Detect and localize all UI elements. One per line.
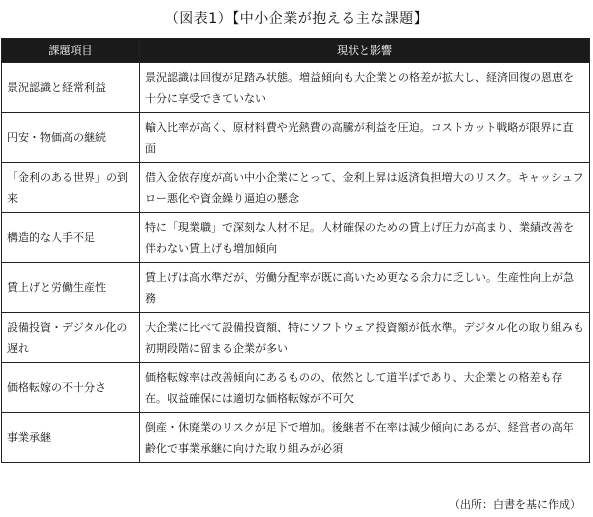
- figure-title: （図表1）【中小企業が抱える主な課題】: [164, 11, 429, 27]
- row-detail: 大企業に比べて設備投資額、特にソフトウェア投資額が低水準。デジタル化の取り組みも初期段階に留まる企業が多い: [140, 313, 590, 363]
- table-row: [2, 63, 590, 113]
- row-category: 設備投資・デジタル化の遅れ: [2, 313, 140, 363]
- row-category: 賃上げと労働生産性: [2, 263, 140, 313]
- row-detail: 景況認識は回復が足踏み状態。増益傾向も大企業との格差が拡大し、経済回復の恩恵を十分に享受できていない: [140, 63, 590, 113]
- row-detail: 輸入比率が高く、原材料費や光熱費の高騰が利益を圧迫。コストカット戦略が限界に直面: [140, 113, 590, 163]
- table-row: [2, 313, 590, 363]
- row-detail: 特に「現業職」で深刻な人材不足。人材確保のための賃上げ圧力が高まり、業績改善を伴わない賃上げも増加傾向: [140, 213, 590, 263]
- row-detail: 賃上げは高水準だが、労働分配率が既に高いため更なる余力に乏しい。生産性向上が急務: [140, 263, 590, 313]
- header-category: 課題項目: [2, 39, 140, 63]
- row-category: 円安・物価高の継続: [2, 113, 140, 163]
- row-detail: 倒産・休廃業のリスクが足下で増加。後継者不在率は減少傾向にあるが、経営者の高年齢化で事業承継に向けた取り組みが必須: [140, 413, 590, 463]
- table-row: [2, 263, 590, 313]
- source-note: （出所：白書を基に作成）: [449, 498, 581, 511]
- table-row: [2, 363, 590, 413]
- row-category: 景況認識と経常利益: [2, 63, 140, 113]
- row-detail: 価格転嫁率は改善傾向にあるものの、依然として道半ばであり、大企業との格差も存在。収益確保には適切な価格転嫁が不可欠: [140, 363, 590, 413]
- issues-table: [1, 38, 590, 463]
- row-category: 事業承継: [2, 413, 140, 463]
- table-row: [2, 113, 590, 163]
- table-row: [2, 413, 590, 463]
- row-category: 価格転嫁の不十分さ: [2, 363, 140, 413]
- header-detail: 現状と影響: [140, 39, 590, 63]
- table-row: [2, 213, 590, 263]
- row-category: 構造的な人手不足: [2, 213, 140, 263]
- row-detail: 借入金依存度が高い中小企業にとって、金利上昇は返済負担増大のリスク。キャッシュフロー悪化や資金繰り逼迫の懸念: [140, 163, 590, 213]
- table-header-row: [2, 39, 590, 63]
- row-category: 「金利のある世界」の到来: [2, 163, 140, 213]
- table-row: [2, 163, 590, 213]
